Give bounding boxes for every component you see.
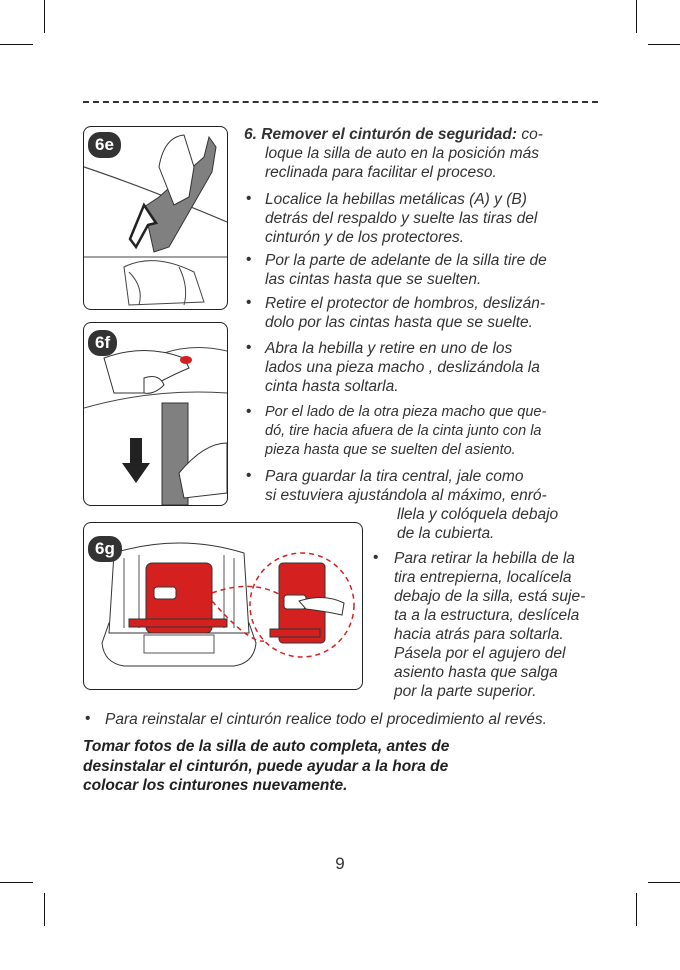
step-heading — [244, 125, 543, 144]
step-intro-line: reclinada para facilitar el proceso. — [265, 164, 497, 181]
note-line: Tomar fotos de la silla de auto completa, antes de — [83, 738, 450, 755]
figure-label: 6e — [88, 132, 121, 158]
bullet-symbol: • — [246, 294, 252, 311]
bullet-line: de la cubierta. — [397, 525, 495, 542]
bullet-line: Retire el protector de hombros, deslizán- — [265, 295, 545, 312]
crop-mark — [648, 44, 680, 45]
step-number: 6. — [244, 126, 257, 143]
bullet-line: Abra la hebilla y retire en uno de los — [265, 340, 513, 357]
step-intro-line: loque la silla de auto en la posición más — [265, 145, 540, 162]
page-number: 9 — [335, 854, 345, 873]
bullet-line: por la parte superior. — [394, 683, 537, 700]
final-bullet-text: Para reinstalar el cinturón realice todo el procedimiento al revés. — [105, 711, 547, 728]
note-line: colocar los cinturones nuevamente. — [83, 777, 348, 794]
bullet-line: llela y colóquela debajo — [397, 506, 559, 523]
bullet-line: Para guardar la tira central, jale como — [265, 468, 524, 485]
figure-6f — [83, 322, 228, 506]
bullet-line: dolo por las cintas hasta que se suelte. — [265, 314, 533, 331]
bullet-line: detrás del respaldo y suelte las tiras del — [265, 210, 538, 227]
bullet-symbol: • — [246, 403, 252, 420]
note-line: desinstalar el cinturón, puede ayudar a la hora de — [83, 757, 449, 775]
bullet-line: hacia atrás para soltarla. — [394, 626, 564, 643]
figure-6g-illustration — [84, 523, 362, 689]
bullet-line: Para retirar la hebilla de la — [394, 550, 575, 567]
bullet-symbol: • — [246, 190, 252, 207]
bullet-line: Pásela por el agujero del — [394, 645, 566, 662]
bullet-line: debajo de la silla, está suje- — [394, 588, 586, 605]
crop-mark — [636, 0, 637, 33]
crop-mark — [44, 893, 45, 926]
step-title: Remover el cinturón de seguridad: — [261, 126, 518, 143]
figure-label: 6f — [88, 330, 117, 356]
bullet-line: pieza hasta que se suelten del asiento. — [265, 442, 516, 458]
bullet-line: ta a la estructura, deslícela — [394, 607, 580, 624]
bullet-symbol: • — [246, 467, 252, 484]
bullet-line: cinturón y de los protectores. — [265, 229, 465, 246]
bullet-line: lados una pieza macho , deslizándola la — [265, 359, 540, 376]
bullet-line: tira entrepierna, localícela — [394, 569, 572, 586]
bullet-symbol: • — [85, 710, 91, 727]
bullet-line: asiento hasta que salga — [394, 664, 558, 681]
note — [83, 737, 503, 796]
figure-6g — [83, 522, 363, 690]
figure-label: 6g — [88, 536, 122, 562]
crop-mark — [0, 882, 33, 883]
crop-mark — [44, 0, 45, 33]
bullet-line: cinta hasta soltarla. — [265, 378, 399, 395]
bullet-symbol: • — [246, 339, 252, 356]
crop-mark — [648, 882, 680, 883]
bullet-line: dó, tire hacia afuera de la cinta junto con la — [265, 423, 542, 439]
figure-6e — [83, 126, 228, 310]
bullet-line: Localice la hebillas metálicas (A) y (B) — [265, 191, 527, 208]
bullet-symbol: • — [373, 549, 379, 566]
bullet-symbol: • — [246, 251, 252, 268]
bullet-line: Por la parte de adelante de la silla tire de — [265, 252, 547, 269]
bullet-line: las cintas hasta que se suelten. — [265, 271, 482, 288]
crop-mark — [636, 893, 637, 926]
bullet-line: Por el lado de la otra pieza macho que que- — [265, 404, 547, 420]
step-intro-line: co- — [521, 126, 543, 143]
crop-mark — [0, 44, 33, 45]
section-divider — [83, 101, 598, 103]
bullet-line: si estuviera ajustándola al máximo, enró- — [265, 487, 547, 504]
